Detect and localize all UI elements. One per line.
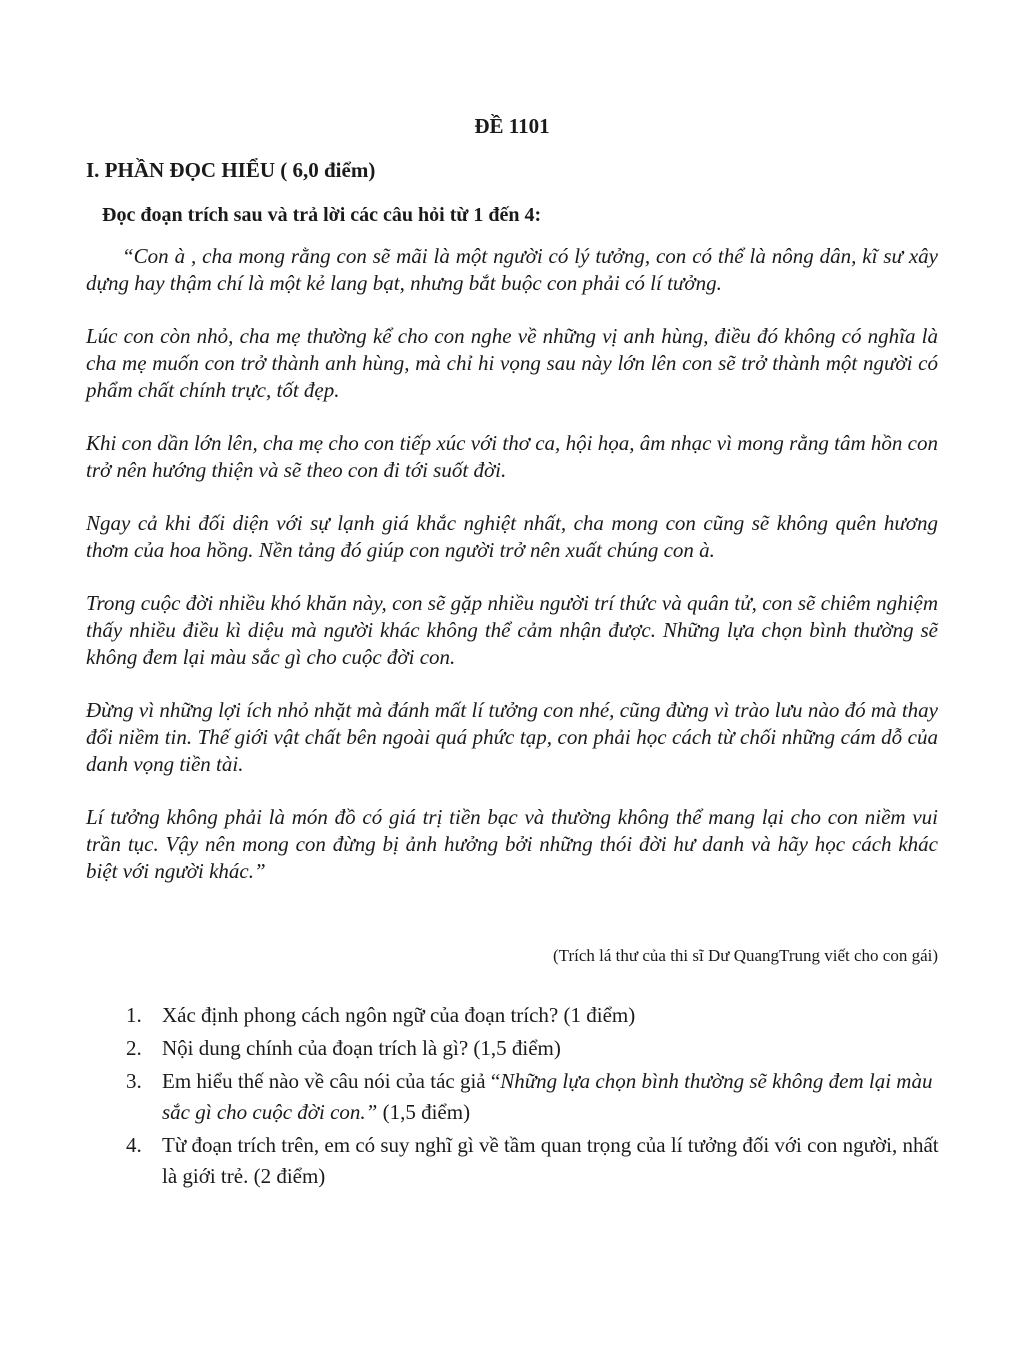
passage bbox=[86, 243, 938, 911]
passage-paragraph: Lúc con còn nhỏ, cha mẹ thường kể cho con nghe về những vị anh hùng, điều đó không có nghĩa là cha mẹ muốn con trở thành anh hùng, mà chỉ hi vọng sau này lớn lên con sẽ trở thành một người có phẩm chất chính trực, tốt đẹp. bbox=[86, 324, 938, 402]
source-citation: (Trích lá thư của thi sĩ Dư QuangTrung viết cho con gái) bbox=[553, 946, 938, 965]
question-number: 1. bbox=[126, 1003, 142, 1027]
question-item bbox=[126, 1000, 946, 1031]
section-title: I. PHẦN ĐỌC HIỂU ( 6,0 điểm) bbox=[86, 158, 376, 182]
question-text: Xác định phong cách ngôn ngữ của đoạn trích? (1 điểm) bbox=[162, 1003, 636, 1027]
question-item bbox=[126, 1033, 946, 1064]
question-text: Từ đoạn trích trên, em có suy nghĩ gì về tầm quan trọng của lí tưởng đối với con người, nhất là giới trẻ. (2 điểm) bbox=[162, 1133, 939, 1188]
question-text: Em hiểu thế nào về câu nói của tác giả “ bbox=[162, 1069, 501, 1093]
passage-paragraph: Ngay cả khi đối diện với sự lạnh giá khắc nghiệt nhất, cha mong con cũng sẽ không quên hương thơm của hoa hồng. Nền tảng đó giúp con người trở nên xuất chúng con à. bbox=[86, 511, 938, 562]
question-text: Nội dung chính của đoạn trích là gì? (1,5 điểm) bbox=[162, 1036, 561, 1060]
question-item bbox=[126, 1066, 946, 1128]
question-points: (1,5 điểm) bbox=[377, 1100, 471, 1124]
question-number: 3. bbox=[126, 1069, 142, 1093]
question-number: 4. bbox=[126, 1133, 142, 1157]
passage-paragraph: Trong cuộc đời nhiều khó khăn này, con sẽ gặp nhiều người trí thức và quân tử, con sẽ chiêm nghiệm thấy nhiều điều kì diệu mà người khác không thể cảm nhận được. Những lựa chọn bình thường sẽ không đem lại màu sắc gì cho cuộc đời con. bbox=[86, 591, 938, 669]
passage-paragraph: “Con à , cha mong rằng con sẽ mãi là một người có lý tưởng, con có thể là nông dân, kĩ sư xây dựng hay thậm chí là một kẻ lang bạt, nhưng bắt buộc con phải có lí tưởng. bbox=[86, 244, 938, 295]
passage-paragraph: Khi con dần lớn lên, cha mẹ cho con tiếp xúc với thơ ca, hội họa, âm nhạc vì mong rằng tâm hồn con trở nên hướng thiện và sẽ theo con đi tới suốt đời. bbox=[86, 431, 938, 482]
passage-paragraph: Đừng vì những lợi ích nhỏ nhặt mà đánh mất lí tưởng con nhé, cũng đừng vì trào lưu nào đó mà thay đổi niềm tin. Thế giới vật chất bên ngoài quá phức tạp, con phải học cách từ chối những cám dỗ của danh vọng tiền tài. bbox=[86, 698, 938, 776]
question-quote: Những lựa chọn bình thường sẽ không đem lại màu sắc gì cho cuộc đời con.” bbox=[162, 1069, 933, 1124]
instruction-text: Đọc đoạn trích sau và trả lời các câu hỏi từ 1 đến 4: bbox=[102, 204, 542, 226]
passage-paragraph: Lí tưởng không phải là món đồ có giá trị tiền bạc và thường không thể mang lại cho con niềm vui trần tục. Vậy nên mong con đừng bị ảnh hưởng bởi những thói đời hư danh và hãy học cách khác biệt với người khác.” bbox=[86, 805, 938, 883]
question-number: 2. bbox=[126, 1036, 142, 1060]
question-item bbox=[126, 1130, 946, 1192]
exam-code-heading: ĐỀ 1101 bbox=[474, 114, 550, 138]
question-list bbox=[126, 1000, 946, 1194]
